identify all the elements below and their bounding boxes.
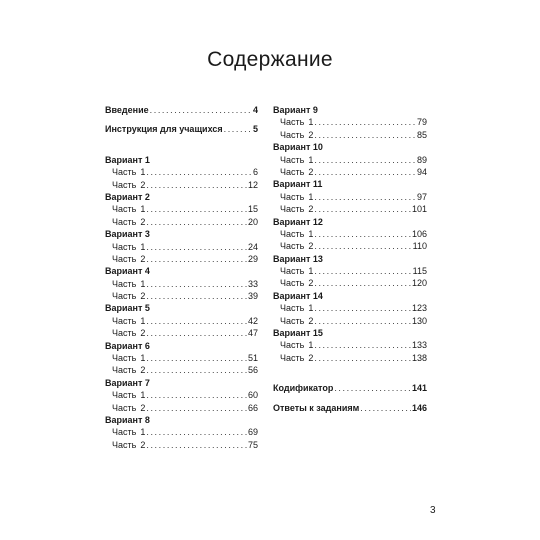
- toc-part-number: 2: [140, 291, 146, 302]
- dot-leader: [224, 123, 252, 135]
- toc-part-entry[interactable]: [273, 154, 427, 166]
- dot-leader: [146, 203, 247, 215]
- toc-entry-page: 5: [252, 124, 258, 135]
- dot-leader: [146, 290, 247, 302]
- toc-variant-heading[interactable]: Вариант 8: [105, 414, 150, 425]
- toc-part-entry[interactable]: [105, 290, 258, 302]
- toc-part-page: 106: [411, 228, 427, 239]
- toc-part-number: 2: [140, 328, 146, 339]
- toc-part-page: 138: [411, 352, 427, 363]
- toc-part-entry[interactable]: [273, 277, 427, 289]
- toc-variant-block: [105, 302, 258, 339]
- toc-part-label: Часть: [112, 427, 137, 438]
- toc-part-entry[interactable]: [105, 216, 258, 228]
- toc-part-label: Часть: [280, 117, 305, 128]
- toc-part-label: Часть: [112, 315, 137, 326]
- toc-part-number: 1: [308, 191, 314, 202]
- toc-part-page: 120: [411, 278, 427, 289]
- toc-part-page: 29: [247, 253, 258, 264]
- dot-leader: [314, 191, 416, 203]
- dot-leader: [150, 104, 252, 116]
- dot-leader: [146, 166, 252, 178]
- toc-part-entry[interactable]: [105, 364, 258, 376]
- toc-part-page: 12: [247, 179, 258, 190]
- page-title: Содержание: [207, 48, 333, 71]
- dot-leader: [146, 352, 247, 364]
- dot-leader: [146, 315, 247, 327]
- toc-entry-intro[interactable]: [105, 104, 258, 116]
- toc-part-page: 47: [247, 328, 258, 339]
- toc-part-number: 2: [308, 352, 314, 363]
- toc-part-entry[interactable]: [273, 116, 427, 128]
- toc-entry-answers[interactable]: [273, 402, 427, 414]
- toc-part-number: 1: [140, 241, 146, 252]
- dot-leader: [334, 382, 411, 394]
- toc-part-page: 85: [416, 129, 427, 140]
- toc-part-entry[interactable]: [105, 253, 258, 265]
- toc-variant-heading[interactable]: Вариант 15: [273, 328, 323, 339]
- toc-part-page: 69: [247, 427, 258, 438]
- toc-part-entry[interactable]: [105, 426, 258, 438]
- toc-part-label: Часть: [112, 402, 137, 413]
- toc-entry-page: 146: [411, 402, 427, 413]
- toc-part-number: 2: [140, 253, 146, 264]
- dot-leader: [314, 116, 416, 128]
- toc-part-label: Часть: [280, 278, 305, 289]
- dot-leader: [146, 241, 247, 253]
- toc-part-entry[interactable]: [273, 302, 427, 314]
- toc-variant-heading[interactable]: Вариант 2: [105, 191, 150, 202]
- toc-part-number: 1: [140, 315, 146, 326]
- toc-part-number: 1: [140, 427, 146, 438]
- toc-right-column: [273, 104, 427, 414]
- toc-part-number: 1: [308, 154, 314, 165]
- toc-part-number: 2: [308, 315, 314, 326]
- toc-part-number: 1: [140, 353, 146, 364]
- toc-part-page: 6: [252, 167, 258, 178]
- toc-part-page: 101: [411, 204, 427, 215]
- toc-entry-label: Кодификатор: [273, 383, 334, 394]
- dot-leader: [146, 278, 247, 290]
- toc-variant-heading[interactable]: Вариант 14: [273, 290, 323, 301]
- toc-part-number: 1: [308, 266, 314, 277]
- toc-part-page: 39: [247, 291, 258, 302]
- toc-part-page: 89: [416, 154, 427, 165]
- toc-part-label: Часть: [112, 439, 137, 450]
- toc-entry-instructions[interactable]: [105, 123, 258, 135]
- toc-variant-heading[interactable]: Вариант 1: [105, 154, 150, 165]
- toc-part-page: 123: [411, 303, 427, 314]
- toc-part-page: 94: [416, 166, 427, 177]
- toc-variant-block: [105, 265, 258, 302]
- toc-part-page: 51: [247, 353, 258, 364]
- toc-variant-block: [273, 104, 427, 141]
- toc-variant-block: [273, 141, 427, 178]
- toc-variant-heading[interactable]: Вариант 3: [105, 229, 150, 240]
- page-number: 3: [430, 505, 436, 516]
- toc-part-number: 1: [140, 278, 146, 289]
- toc-entry-label: Ответы к заданиям: [273, 402, 360, 413]
- dot-leader: [146, 439, 247, 451]
- toc-part-entry[interactable]: [273, 240, 427, 252]
- toc-part-page: 133: [411, 340, 427, 351]
- toc-part-number: 2: [140, 439, 146, 450]
- toc-part-number: 1: [140, 390, 146, 401]
- toc-part-label: Часть: [112, 216, 137, 227]
- dot-leader: [314, 166, 416, 178]
- dot-leader: [146, 253, 247, 265]
- toc-part-number: 1: [140, 167, 146, 178]
- toc-entry-page: 141: [411, 383, 427, 394]
- toc-part-page: 66: [247, 402, 258, 413]
- toc-part-page: 60: [247, 390, 258, 401]
- toc-part-number: 2: [308, 166, 314, 177]
- toc-variant-block: [273, 216, 427, 253]
- toc-part-label: Часть: [112, 241, 137, 252]
- toc-part-label: Часть: [112, 204, 137, 215]
- toc-part-label: Часть: [280, 303, 305, 314]
- toc-part-number: 2: [140, 365, 146, 376]
- toc-part-entry[interactable]: [273, 228, 427, 240]
- dot-leader: [314, 203, 411, 215]
- toc-part-label: Часть: [112, 253, 137, 264]
- dot-leader: [314, 265, 411, 277]
- toc-part-label: Часть: [112, 278, 137, 289]
- toc-part-entry[interactable]: [105, 241, 258, 253]
- toc-variant-block: [273, 290, 427, 327]
- toc-part-entry[interactable]: [105, 166, 258, 178]
- toc-part-number: 2: [308, 278, 314, 289]
- dot-leader: [360, 402, 411, 414]
- dot-leader: [146, 389, 247, 401]
- toc-part-entry[interactable]: [105, 179, 258, 191]
- toc-entry-codifier[interactable]: [273, 382, 427, 394]
- dot-leader: [314, 240, 411, 252]
- toc-part-label: Часть: [280, 129, 305, 140]
- toc-variant-block: [273, 253, 427, 290]
- toc-part-label: Часть: [280, 340, 305, 351]
- toc-part-label: Часть: [112, 390, 137, 401]
- toc-part-label: Часть: [280, 352, 305, 363]
- toc-part-page: 33: [247, 278, 258, 289]
- toc-part-page: 97: [416, 191, 427, 202]
- toc-part-page: 130: [411, 315, 427, 326]
- toc-variant-block: [273, 327, 427, 364]
- toc-part-number: 1: [140, 204, 146, 215]
- toc-part-entry[interactable]: [105, 327, 258, 339]
- toc-part-label: Часть: [280, 191, 305, 202]
- toc-part-label: Часть: [112, 365, 137, 376]
- toc-part-label: Часть: [112, 167, 137, 178]
- toc-variant-block: [105, 228, 258, 265]
- toc-part-entry[interactable]: [273, 265, 427, 277]
- toc-entry-label: Введение: [105, 105, 149, 115]
- dot-leader: [314, 154, 416, 166]
- toc-part-number: 1: [308, 228, 314, 239]
- toc-variant-heading[interactable]: Вариант 6: [105, 340, 150, 351]
- toc-part-entry[interactable]: [273, 191, 427, 203]
- toc-part-entry[interactable]: [273, 352, 427, 364]
- toc-part-page: 79: [416, 117, 427, 128]
- toc-part-number: 2: [140, 216, 146, 227]
- dot-leader: [314, 352, 411, 364]
- toc-part-label: Часть: [280, 204, 305, 215]
- toc-part-label: Часть: [280, 166, 305, 177]
- toc-part-page: 56: [247, 365, 258, 376]
- toc-part-entry[interactable]: [105, 278, 258, 290]
- toc-part-label: Часть: [112, 179, 137, 190]
- toc-variant-block: [105, 191, 258, 228]
- toc-part-number: 1: [308, 117, 314, 128]
- toc-entry-page: 4: [252, 105, 258, 115]
- dot-leader: [314, 302, 411, 314]
- dot-leader: [314, 228, 411, 240]
- toc-part-label: Часть: [112, 328, 137, 339]
- toc-part-label: Часть: [112, 353, 137, 364]
- toc-part-number: 1: [308, 340, 314, 351]
- toc-part-page: 42: [247, 315, 258, 326]
- dot-leader: [146, 364, 247, 376]
- toc-part-label: Часть: [280, 154, 305, 165]
- toc-part-entry[interactable]: [105, 439, 258, 451]
- toc-variant-block: [105, 340, 258, 377]
- toc-part-number: 1: [308, 303, 314, 314]
- toc-part-entry[interactable]: [273, 203, 427, 215]
- toc-variant-heading[interactable]: Вариант 9: [273, 105, 318, 115]
- dot-leader: [314, 339, 411, 351]
- toc-part-entry[interactable]: [273, 129, 427, 141]
- toc-variant-heading[interactable]: Вариант 10: [273, 142, 323, 153]
- toc-variant-heading[interactable]: Вариант 7: [105, 377, 150, 388]
- toc-part-page: 20: [247, 216, 258, 227]
- dot-leader: [146, 179, 247, 191]
- toc-part-entry[interactable]: [105, 389, 258, 401]
- toc-part-label: Часть: [280, 241, 305, 252]
- toc-left-column: [105, 104, 258, 451]
- dot-leader: [314, 129, 416, 141]
- toc-part-label: Часть: [112, 291, 137, 302]
- toc-part-number: 2: [308, 204, 314, 215]
- toc-part-entry[interactable]: [273, 339, 427, 351]
- toc-variant-block: [273, 178, 427, 215]
- toc-part-page: 24: [247, 241, 258, 252]
- toc-variant-heading[interactable]: Вариант 5: [105, 303, 150, 314]
- toc-part-page: 15: [247, 204, 258, 215]
- toc-variant-block: [105, 154, 258, 191]
- toc-variant-heading[interactable]: Вариант 4: [105, 266, 150, 277]
- toc-part-entry[interactable]: [105, 352, 258, 364]
- dot-leader: [146, 216, 247, 228]
- toc-part-number: 2: [308, 129, 314, 140]
- toc-part-entry[interactable]: [105, 402, 258, 414]
- toc-variant-heading[interactable]: Вариант 13: [273, 253, 323, 264]
- toc-part-page: 75: [247, 439, 258, 450]
- toc-part-number: 2: [308, 241, 314, 252]
- dot-leader: [314, 315, 411, 327]
- toc-part-entry[interactable]: [105, 315, 258, 327]
- toc-variant-block: [105, 414, 258, 451]
- toc-part-page: 110: [412, 241, 427, 252]
- toc-part-label: Часть: [280, 315, 305, 326]
- toc-part-label: Часть: [280, 266, 305, 277]
- dot-leader: [146, 426, 247, 438]
- toc-part-label: Часть: [280, 228, 305, 239]
- toc-part-number: 2: [140, 402, 146, 413]
- toc-variant-block: [105, 377, 258, 414]
- toc-variant-heading[interactable]: Вариант 11: [273, 179, 323, 190]
- toc-part-entry[interactable]: [273, 166, 427, 178]
- toc-part-entry[interactable]: [273, 315, 427, 327]
- toc-entry-label: Инструкция для учащихся: [105, 124, 223, 135]
- toc-part-number: 2: [140, 179, 146, 190]
- dot-leader: [314, 277, 411, 289]
- dot-leader: [146, 327, 247, 339]
- toc-part-page: 115: [412, 266, 427, 277]
- dot-leader: [146, 402, 247, 414]
- toc-part-entry[interactable]: [105, 203, 258, 215]
- toc-variant-heading[interactable]: Вариант 12: [273, 216, 323, 227]
